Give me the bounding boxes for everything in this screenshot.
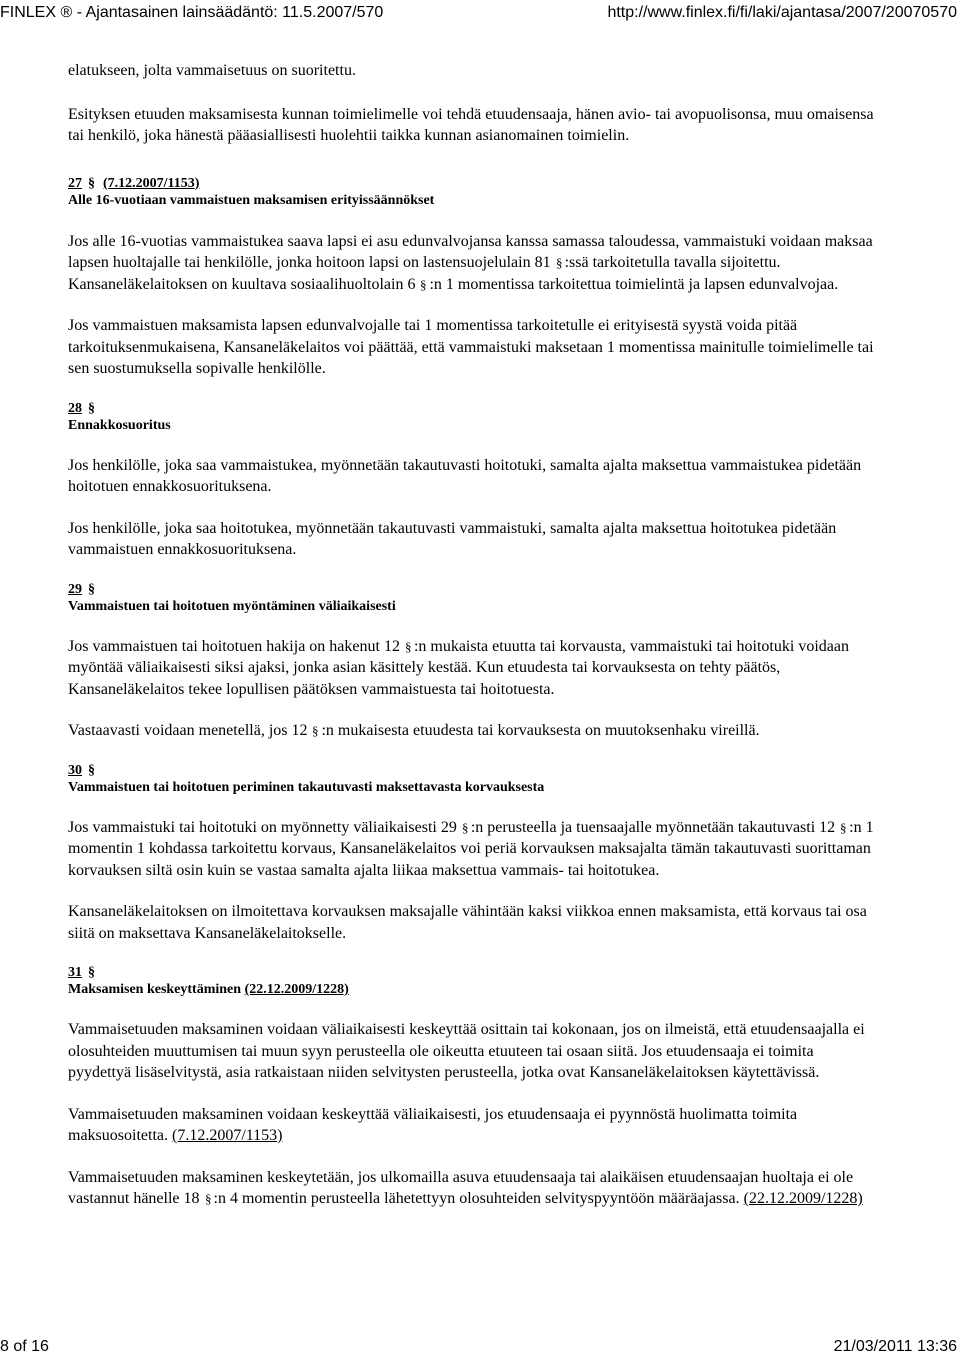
section-sign-icon bbox=[462, 820, 470, 834]
print-header bbox=[0, 0, 960, 26]
section-30-heading bbox=[68, 762, 878, 796]
section-sign-icon bbox=[88, 964, 98, 978]
svg-text:§: § bbox=[87, 400, 95, 414]
header-url: http://www.finlex.fi/fi/laki/ajantasa/2007/20070570 bbox=[607, 4, 957, 21]
document-body bbox=[68, 60, 878, 1230]
svg-text:§: § bbox=[461, 819, 469, 834]
section-sign-icon bbox=[405, 639, 413, 653]
header-title: FINLEX ® - Ajantasainen lainsäädäntö: 11.5.2007/570 bbox=[0, 4, 384, 21]
section-29-heading bbox=[68, 581, 878, 615]
section-28-title: Ennakkosuoritus bbox=[68, 417, 171, 433]
section-31-paragraph-1: Vammaisetuuden maksaminen voidaan väliaikaisesti keskeyttää osittain tai kokonaan, jos on ilmeistä, että etuudensaajalla ei olosuhteiden muuttumisen tai muun syyn perusteella ole oikeutta etuuteen tai osaan siitä. Jos etuudensaaja ei toimita pyydettyä lisäselvitystä, asia ratkaistaan niiden selvitysten perusteella, jotka ovat Kansaneläkelaitoksen käytettävissä. bbox=[68, 1021, 865, 1081]
page-number: 8 of 16 bbox=[0, 1338, 49, 1355]
section-31-paragraph-3-amendment-link[interactable]: (22.12.2009/1228) bbox=[743, 1190, 863, 1207]
section-30-paragraph-2: Kansaneläkelaitoksen on ilmoitettava korvauksen maksajalle vähintään kaksi viikkoa ennen maksamista, että korvaus tai osa siitä on maksettava Kansaneläkelaitokselle. bbox=[68, 903, 867, 942]
section-sign-icon bbox=[88, 762, 98, 776]
section-29-title: Vammaistuen tai hoitotuen myöntäminen väliaikaisesti bbox=[68, 598, 396, 614]
svg-text:§: § bbox=[404, 638, 412, 653]
section-27-amendment-link[interactable]: (7.12.2007/1153) bbox=[103, 175, 200, 191]
svg-text:§: § bbox=[204, 1191, 212, 1205]
section-27-paragraph-1: Jos alle 16-vuotias vammaistukea saava lapsi ei asu edunvalvojansa kanssa samassa taloudessa, vammaistuki voidaan maksaa lapsen huoltajalle tai henkilölle, jonka hoitoon lapsi on lastensuojelulain 81 § :ssä tarkoitetulla tavalla sijoitettu. Kansaneläkelaitoksen on kuultava sosiaalihuoltolain 6 § :n 1 momentissa tarkoitettua toimielintä ja lapsen edunvalvojaa. bbox=[68, 232, 873, 293]
svg-text:§: § bbox=[87, 175, 95, 189]
section-sign-icon bbox=[88, 400, 98, 414]
section-31-number[interactable]: 31 bbox=[68, 965, 82, 980]
section-sign-icon bbox=[88, 581, 98, 595]
section-sign-icon bbox=[556, 255, 564, 269]
section-30-number[interactable]: 30 bbox=[68, 762, 82, 778]
svg-text:§: § bbox=[555, 255, 563, 269]
intro-fragment: elatukseen, jolta vammaisetuus on suoritettu. bbox=[68, 62, 356, 79]
section-29-paragraph-2: Vastaavasti voidaan menetellä, jos 12 § :n mukaisesta etuudesta tai korvauksesta on muutoksenhaku vireillä. bbox=[68, 722, 760, 739]
section-31-paragraph-2: Vammaisetuuden maksaminen voidaan keskeyttää väliaikaisesti, jos etuudensaaja ei pyynnöstä huolimatta toimita maksuosoitetta. (7.12.2007/1153) bbox=[68, 1105, 798, 1144]
section-sign-icon bbox=[840, 820, 848, 834]
section-27-paragraph-2: Jos vammaistuen maksamista lapsen edunvalvojalle tai 1 momentissa tarkoitetulle ei erityisestä syystä voida pitää tarkoituksenmukaisena, Kansaneläkelaitos voi päättää, että vammaistuki maksetaan 1 momentissa mainitulle toimielimelle tai sen suostumuksella sopivalle henkilölle. bbox=[68, 317, 874, 377]
section-31-paragraph-2-amendment-link[interactable]: (7.12.2007/1153) bbox=[171, 1127, 283, 1144]
svg-text:§: § bbox=[87, 762, 95, 776]
section-sign-icon bbox=[205, 1191, 213, 1205]
svg-text:§: § bbox=[840, 819, 847, 834]
section-28-paragraph-1: Jos henkilölle, joka saa vammaistukea, myönnetään takautuvasti hoitotuki, samalta ajalta maksettua vammaistukea pidetään hoitotuen ennakkosuorituksena. bbox=[68, 456, 862, 495]
section-29-number[interactable]: 29 bbox=[68, 581, 82, 597]
section-30-title: Vammaistuen tai hoitotuen periminen takautuvasti maksettavasta korvauksesta bbox=[68, 779, 545, 795]
section-27-title: Alle 16-vuotiaan vammaistuen maksamisen erityissäännökset bbox=[68, 192, 435, 208]
print-timestamp: 21/03/2011 13:36 bbox=[833, 1338, 957, 1355]
section-29-paragraph-1: Jos vammaistuen tai hoitotuen hakija on hakenut 12 § :n mukaista etuutta tai korvausta, vammaistuki tai hoitotuki voidaan myöntää väliaikaisesti siksi ajaksi, jonka asian käsittely kestää. Kun etuudesta tai korvauksesta on tehty päätös, Kansaneläkelaitos tekee lopullisen päätöksen vammaistuesta tai hoitotuesta. bbox=[68, 637, 849, 698]
section-30-paragraph-1: Jos vammaistuki tai hoitotuki on myönnetty väliaikaisesti 29 § :n perusteella ja tuensaajalle myönnetään takautuvasti 12 § :n 1 momentin 1 kohdassa tarkoitettu korvaus, Kansaneläkelaitos voi periä korvauksen maksajalta tämän takautuvasti suorittaman korvauksen siltä osin kuin se vastaa samalta ajalta liikaa maksettua vammais- tai hoitotukea. bbox=[68, 818, 874, 879]
section-28-paragraph-2: Jos henkilölle, joka saa hoitotukea, myönnetään takautuvasti vammaistuki, samalta ajalta maksettua hoitotukea pidetään vammaistuen ennakkosuorituksena. bbox=[68, 519, 837, 558]
section-31-heading bbox=[68, 964, 878, 998]
section-28-number[interactable]: 28 bbox=[68, 400, 82, 416]
section-27-heading bbox=[68, 175, 878, 209]
section-31-amendment-link[interactable]: (22.12.2009/1228) bbox=[244, 982, 349, 997]
section-sign-icon bbox=[88, 175, 98, 189]
section-sign-icon bbox=[312, 723, 320, 737]
svg-text:§: § bbox=[87, 965, 95, 978]
section-31-paragraph-3: Vammaisetuuden maksaminen keskeytetään, jos ulkomailla asuva etuudensaaja tai alaikäisen etuudensaajan huoltaja ei ole vastannut hänelle 18 § :n 4 momentin perusteella lähetettyyn olosuhteiden selvityspyyntöön määräajassa. (22.12.2009/1228) bbox=[68, 1168, 863, 1207]
svg-text:§: § bbox=[312, 723, 319, 737]
svg-text:§: § bbox=[87, 581, 95, 595]
section-31-title: Maksamisen keskeyttäminen bbox=[68, 982, 242, 997]
section-27-number[interactable]: 27 bbox=[68, 175, 82, 191]
print-footer bbox=[0, 1337, 960, 1357]
svg-text:§: § bbox=[420, 276, 427, 291]
intro-paragraph: Esityksen etuuden maksamisesta kunnan toimielimelle voi tehdä etuudensaaja, hänen avio- tai avopuolisonsa, muu omaisensa tai henkilö, joka hänestä pääasiallisesti huolehtii taikka kunnan asianomainen toimielin. bbox=[68, 105, 874, 144]
section-28-heading bbox=[68, 400, 878, 434]
section-sign-icon bbox=[420, 277, 428, 291]
